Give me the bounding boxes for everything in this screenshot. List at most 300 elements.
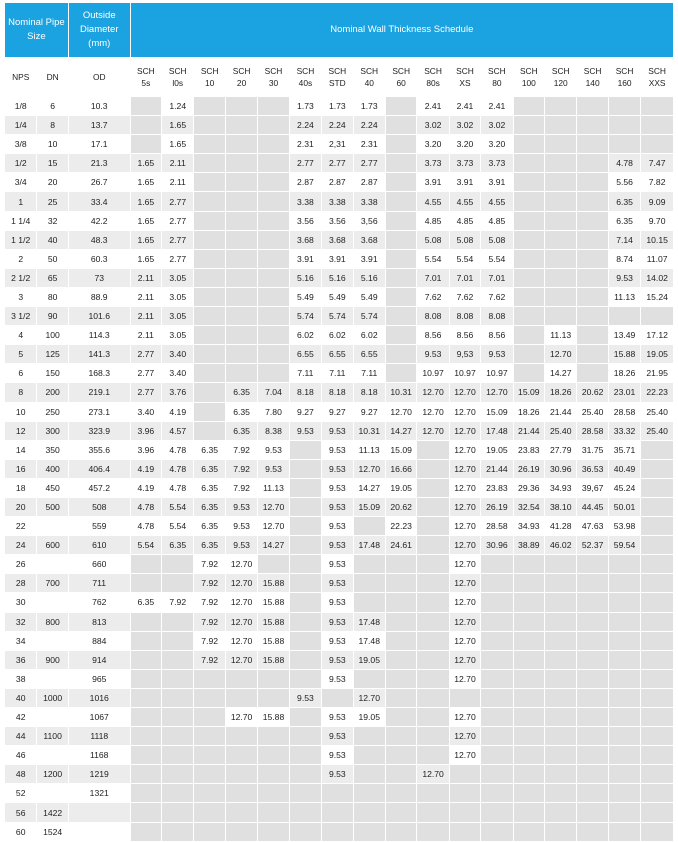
table-cell (608, 593, 640, 612)
table-cell: 10.3 (68, 97, 130, 116)
table-cell (385, 97, 416, 116)
table-cell: 9.53 (289, 688, 321, 707)
column-header-line1: SCH (424, 66, 442, 76)
table-cell (513, 116, 544, 135)
table-cell (577, 650, 608, 669)
table-cell: 2.24 (353, 116, 385, 135)
table-cell: 3.91 (481, 173, 513, 192)
column-header (481, 58, 513, 97)
table-cell (258, 822, 289, 841)
table-cell (258, 173, 289, 192)
table-cell: 40.49 (608, 459, 640, 478)
table-cell: 17.48 (481, 421, 513, 440)
table-cell: 711 (68, 574, 130, 593)
table-cell: 7.62 (481, 287, 513, 306)
table-cell (577, 192, 608, 211)
table-cell (225, 822, 257, 841)
column-header-line2: l0s (172, 78, 184, 88)
table-cell: 23.83 (481, 478, 513, 497)
table-cell: 12.70 (481, 383, 513, 402)
table-cell: 17.48 (353, 631, 385, 650)
table-cell (641, 574, 674, 593)
table-cell: 16.66 (385, 459, 416, 478)
table-cell: 8.38 (258, 421, 289, 440)
table-cell (641, 555, 674, 574)
table-cell: 32.54 (513, 497, 544, 516)
table-cell (545, 593, 577, 612)
table-cell: 800 (37, 612, 68, 631)
table-cell: 6.35 (162, 536, 194, 555)
table-cell: 4.78 (130, 497, 161, 516)
table-cell (513, 688, 544, 707)
table-cell: 12.70 (385, 402, 416, 421)
table-cell (641, 822, 674, 841)
table-cell: 1219 (68, 765, 130, 784)
table-row (5, 154, 674, 173)
table-cell (289, 459, 321, 478)
table-cell (608, 307, 640, 326)
table-cell: 3.38 (353, 192, 385, 211)
table-cell: 5.54 (417, 249, 449, 268)
table-row (5, 326, 674, 345)
table-cell (225, 97, 257, 116)
table-cell (417, 708, 449, 727)
table-cell (258, 268, 289, 287)
table-cell: 3 1/2 (5, 307, 37, 326)
table-cell: 17.48 (353, 612, 385, 631)
table-cell (289, 536, 321, 555)
table-row (5, 345, 674, 364)
table-cell: 12.70 (449, 421, 480, 440)
column-header-line1: OD (92, 72, 106, 82)
table-row (5, 708, 674, 727)
table-cell (481, 803, 513, 822)
table-cell: 25.40 (641, 421, 674, 440)
table-row (5, 440, 674, 459)
table-cell: 2.77 (289, 154, 321, 173)
table-cell: 9.53 (322, 612, 353, 631)
table-cell (608, 822, 640, 841)
table-cell: 9.53 (322, 478, 353, 497)
table-row (5, 746, 674, 765)
table-cell (162, 669, 194, 688)
table-cell: 6.55 (289, 345, 321, 364)
schedule-header: Nominal Wall Thickness Schedule (130, 3, 673, 58)
table-cell (289, 593, 321, 612)
table-cell: 59.54 (608, 536, 640, 555)
table-cell (513, 211, 544, 230)
table-cell (641, 688, 674, 707)
table-cell (194, 421, 225, 440)
table-cell (545, 154, 577, 173)
table-cell: 33.32 (608, 421, 640, 440)
table-cell (513, 746, 544, 765)
table-cell: 19.05 (353, 650, 385, 669)
table-cell (289, 784, 321, 803)
table-cell: 12.70 (417, 421, 449, 440)
table-cell (194, 326, 225, 345)
table-cell: 2.87 (289, 173, 321, 192)
table-cell: 9.53 (322, 631, 353, 650)
table-cell (641, 765, 674, 784)
column-header-line1: SCH (488, 66, 506, 76)
table-cell: 1016 (68, 688, 130, 707)
table-cell (513, 192, 544, 211)
table-cell (545, 192, 577, 211)
table-cell: 9.53 (322, 555, 353, 574)
table-cell: 25.40 (641, 402, 674, 421)
table-cell: 12.70 (449, 459, 480, 478)
table-cell (353, 574, 385, 593)
table-cell: 6.55 (353, 345, 385, 364)
table-cell (130, 135, 161, 154)
table-cell (258, 803, 289, 822)
table-cell: 500 (37, 497, 68, 516)
table-cell (258, 97, 289, 116)
table-cell: 3 (5, 287, 37, 306)
table-cell (225, 669, 257, 688)
table-cell: 1.65 (130, 154, 161, 173)
table-cell: 6.35 (130, 593, 161, 612)
table-cell (513, 307, 544, 326)
table-cell: 6.35 (225, 383, 257, 402)
table-cell (641, 631, 674, 650)
table-cell: 6 (5, 364, 37, 383)
table-cell (130, 784, 161, 803)
table-cell (130, 631, 161, 650)
table-cell (577, 612, 608, 631)
table-cell (545, 173, 577, 192)
table-cell: 100 (37, 326, 68, 345)
table-cell (225, 249, 257, 268)
table-cell (449, 688, 480, 707)
table-cell: 12.70 (449, 593, 480, 612)
table-cell: 20 (5, 497, 37, 516)
table-cell: 9.53 (322, 746, 353, 765)
table-cell: 12.70 (225, 650, 257, 669)
table-cell: 25 (37, 192, 68, 211)
table-cell: 4.55 (417, 192, 449, 211)
table-cell: 50.01 (608, 497, 640, 516)
table-cell: 12.70 (353, 459, 385, 478)
table-cell: 9.27 (353, 402, 385, 421)
table-cell (194, 383, 225, 402)
table-cell: 2.77 (353, 154, 385, 173)
table-cell (513, 249, 544, 268)
table-cell (289, 746, 321, 765)
table-cell: 813 (68, 612, 130, 631)
table-cell (577, 574, 608, 593)
table-cell: 22.23 (385, 517, 416, 536)
table-cell: 38.89 (513, 536, 544, 555)
table-cell (577, 708, 608, 727)
table-row (5, 497, 674, 516)
table-cell: 1/2 (5, 154, 37, 173)
table-cell (577, 364, 608, 383)
table-row (5, 517, 674, 536)
table-cell (577, 173, 608, 192)
table-cell: 11.07 (641, 249, 674, 268)
table-cell: 28.58 (481, 517, 513, 536)
table-row (5, 536, 674, 555)
table-cell: 4.19 (162, 402, 194, 421)
table-cell (162, 803, 194, 822)
column-header-line2: 40 (364, 78, 374, 88)
table-cell: 12.70 (449, 555, 480, 574)
table-cell (513, 822, 544, 841)
table-cell: 15.09 (481, 402, 513, 421)
table-cell (641, 727, 674, 746)
table-cell: 600 (37, 536, 68, 555)
table-cell (162, 727, 194, 746)
table-cell (353, 593, 385, 612)
table-cell: 30.96 (545, 459, 577, 478)
table-cell: 6.35 (608, 192, 640, 211)
table-cell (385, 708, 416, 727)
column-header-line1: SCH (392, 66, 410, 76)
table-cell: 5.49 (289, 287, 321, 306)
table-cell (513, 669, 544, 688)
table-cell (641, 708, 674, 727)
table-cell (385, 574, 416, 593)
column-header-line2: 80 (492, 78, 502, 88)
table-cell: 3.91 (353, 249, 385, 268)
table-cell (289, 822, 321, 841)
table-cell (545, 708, 577, 727)
table-cell: 7.01 (481, 268, 513, 287)
table-cell (545, 612, 577, 631)
table-cell (545, 97, 577, 116)
table-cell: 2.77 (162, 192, 194, 211)
table-cell: 2.77 (162, 230, 194, 249)
table-cell: 9.53 (322, 727, 353, 746)
table-cell (194, 135, 225, 154)
column-header (162, 58, 194, 97)
column-header (385, 58, 416, 97)
table-cell (577, 784, 608, 803)
table-cell: 15.24 (641, 287, 674, 306)
table-cell (194, 116, 225, 135)
table-cell (225, 230, 257, 249)
table-cell: 12.70 (545, 345, 577, 364)
table-cell (225, 211, 257, 230)
table-cell (225, 268, 257, 287)
table-cell (577, 345, 608, 364)
table-cell (322, 688, 353, 707)
table-cell (258, 326, 289, 345)
table-cell: 1/4 (5, 116, 37, 135)
table-cell (417, 574, 449, 593)
table-cell: 3.76 (162, 383, 194, 402)
table-cell (130, 650, 161, 669)
table-cell (385, 364, 416, 383)
table-cell (225, 784, 257, 803)
table-cell: 5.74 (353, 307, 385, 326)
table-cell (130, 574, 161, 593)
table-cell: 323.9 (68, 421, 130, 440)
table-cell (130, 746, 161, 765)
table-cell: 8.18 (289, 383, 321, 402)
table-cell: 350 (37, 440, 68, 459)
table-row (5, 555, 674, 574)
table-cell (225, 803, 257, 822)
table-cell (385, 116, 416, 135)
table-row (5, 765, 674, 784)
table-cell (545, 631, 577, 650)
table-cell: 12.70 (225, 612, 257, 631)
table-cell (577, 116, 608, 135)
table-cell (577, 326, 608, 345)
table-cell (385, 192, 416, 211)
table-row (5, 459, 674, 478)
table-cell: 14.02 (641, 268, 674, 287)
table-cell: 4 (5, 326, 37, 345)
table-cell (577, 727, 608, 746)
table-cell (608, 803, 640, 822)
table-cell (385, 154, 416, 173)
table-cell (385, 249, 416, 268)
table-cell (481, 555, 513, 574)
table-cell: 4.78 (162, 459, 194, 478)
table-cell: 1.65 (130, 249, 161, 268)
table-cell (258, 192, 289, 211)
table-cell (37, 555, 68, 574)
table-cell: 5.16 (289, 268, 321, 287)
table-cell: 48.3 (68, 230, 130, 249)
table-cell: 9.53 (225, 497, 257, 516)
table-cell (417, 536, 449, 555)
table-cell: 355.6 (68, 440, 130, 459)
table-cell: 8.56 (481, 326, 513, 345)
table-cell (608, 669, 640, 688)
column-header-line1: SCH (648, 66, 666, 76)
table-cell: 1321 (68, 784, 130, 803)
column-header-line1: SCH (456, 66, 474, 76)
table-cell: 5.54 (449, 249, 480, 268)
table-row (5, 307, 674, 326)
table-cell (194, 345, 225, 364)
table-cell (162, 574, 194, 593)
table-cell (513, 765, 544, 784)
table-cell (225, 192, 257, 211)
table-cell (37, 517, 68, 536)
table-cell (130, 708, 161, 727)
table-cell (608, 574, 640, 593)
table-cell (322, 822, 353, 841)
table-cell: 1.65 (130, 211, 161, 230)
table-cell (162, 746, 194, 765)
table-cell: 12.70 (449, 708, 480, 727)
table-cell (608, 612, 640, 631)
table-cell: 20.62 (577, 383, 608, 402)
table-cell: 12.70 (225, 593, 257, 612)
column-header (37, 58, 68, 97)
table-cell: 3.20 (481, 135, 513, 154)
table-cell (417, 631, 449, 650)
table-cell: 2.24 (322, 116, 353, 135)
table-cell (225, 307, 257, 326)
table-cell (417, 612, 449, 631)
table-cell: 5.16 (322, 268, 353, 287)
table-cell (162, 555, 194, 574)
table-cell: 6.35 (194, 497, 225, 516)
table-cell: 6 (37, 97, 68, 116)
table-cell (353, 765, 385, 784)
table-cell (577, 268, 608, 287)
table-cell (385, 230, 416, 249)
table-cell: 21.95 (641, 364, 674, 383)
table-cell: 16 (5, 459, 37, 478)
table-cell: 3.38 (289, 192, 321, 211)
table-cell: 15.09 (353, 497, 385, 516)
table-cell: 7.14 (608, 230, 640, 249)
table-cell (289, 631, 321, 650)
table-cell: 12.70 (417, 383, 449, 402)
table-cell (258, 784, 289, 803)
table-cell (37, 631, 68, 650)
table-cell (608, 650, 640, 669)
column-header (353, 58, 385, 97)
table-cell: 12.70 (258, 497, 289, 516)
table-cell (289, 440, 321, 459)
table-cell (289, 708, 321, 727)
table-cell: 4.19 (130, 459, 161, 478)
table-cell (417, 822, 449, 841)
table-cell: 19.05 (481, 440, 513, 459)
table-cell (513, 631, 544, 650)
table-cell: 5.08 (449, 230, 480, 249)
table-cell: 3.05 (162, 287, 194, 306)
table-cell: 12.70 (258, 517, 289, 536)
table-cell (162, 612, 194, 631)
table-cell: 5.08 (481, 230, 513, 249)
table-cell (258, 211, 289, 230)
table-cell: 12.70 (449, 669, 480, 688)
table-cell: 5.54 (162, 497, 194, 516)
table-cell (385, 669, 416, 688)
column-header (225, 58, 257, 97)
table-cell: 4.78 (162, 478, 194, 497)
table-cell: 7.01 (449, 268, 480, 287)
table-cell (353, 727, 385, 746)
table-cell: 2.87 (322, 173, 353, 192)
table-cell (385, 688, 416, 707)
table-cell: 4.78 (608, 154, 640, 173)
table-cell: 114.3 (68, 326, 130, 345)
table-cell (545, 727, 577, 746)
table-row (5, 116, 674, 135)
table-cell: 23.01 (608, 383, 640, 402)
table-cell: 9.09 (641, 192, 674, 211)
column-header-line1: SCH (296, 66, 315, 76)
table-cell (385, 784, 416, 803)
table-cell: 406.4 (68, 459, 130, 478)
table-cell: 33.4 (68, 192, 130, 211)
table-cell (608, 746, 640, 765)
table-cell (513, 154, 544, 173)
table-cell: 18.26 (545, 383, 577, 402)
table-cell: 2.11 (130, 307, 161, 326)
table-cell: 25.40 (545, 421, 577, 440)
table-cell (130, 116, 161, 135)
column-header (5, 58, 37, 97)
column-header (641, 58, 674, 97)
table-cell: 6.35 (225, 402, 257, 421)
table-cell: 40 (5, 688, 37, 707)
pipe-schedule-table-container (4, 2, 674, 842)
table-cell: 2.11 (130, 326, 161, 345)
table-cell: 884 (68, 631, 130, 650)
